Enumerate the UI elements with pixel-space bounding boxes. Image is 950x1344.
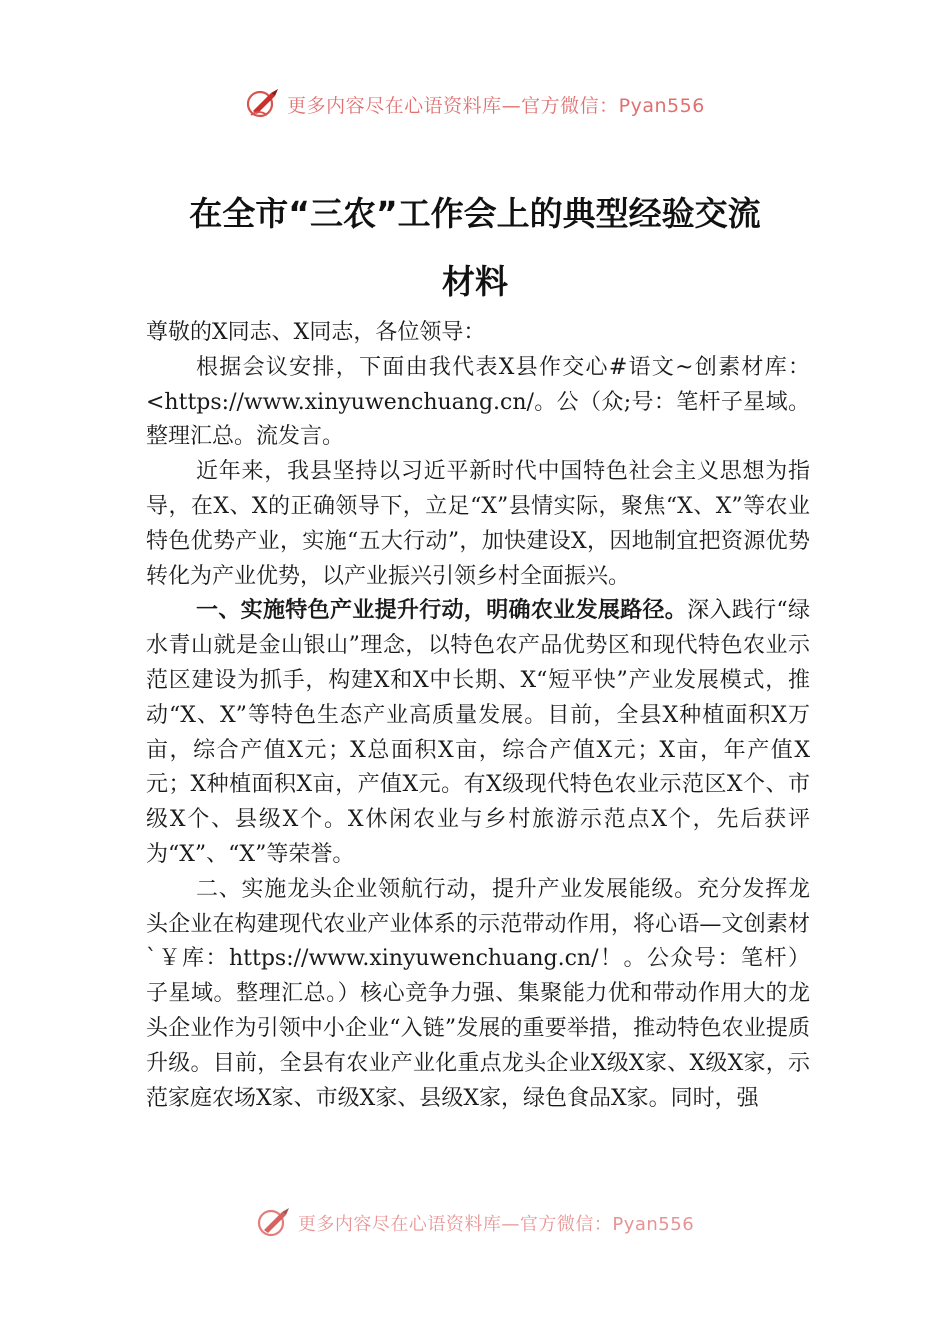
paragraph-1: 根据会议安排，下面由我代表X县作交心#语文~创素材库：<https://www.xinyuwenchuang.cn/。公（众;号：笔杆子星域。整理汇总。流发言。 (146, 354, 810, 450)
document-title-line2: 材料 (442, 262, 508, 301)
section-2-paragraph: 二、实施龙头企业领航行动，提升产业发展能级。充分发挥龙头企业在构建现代农业产业体系的示范带动作用，将心语—文创素材`￥库：https://www.xinyuwenchuang.cn/！。公众号：笔杆）子星域。整理汇总。）核心竞争力强、集聚能力优和带动作用大的龙头企业作为引领中小企业“入链”发展的重要举措，推动特色农业提质升级。目前，全县有农业产业化重点龙头企业X级X家、X级X家，示范家庭农场X家、市级X家、县级X家，绿色食品X家。同时，强 (146, 876, 810, 1111)
fountain-pen-logo-icon (245, 87, 281, 121)
section-1-heading: 一、实施特色产业提升行动，明确农业发展路径。 (196, 598, 688, 624)
section-1-body: 深入践行“绿水青山就是金山银山”理念，以特色农产品优势区和现代特色农业示范区建设为抓手，构建X和X中长期、X“短平快”产业发展模式，推动“X、X”等特色生态产业高质量发展。目前，全县X种植面积X万亩，综合产值X元；X总面积X亩，综合产值X元；X亩，年产值X元；X种植面积X亩，产值X元。有X级现代特色农业示范区X个、市级X个、县级X个。X休闲农业与乡村旅游示范点X个，先后获评为“X”、“X”等荣誉。 (146, 598, 811, 867)
paragraph-2: 近年来，我县坚持以习近平新时代中国特色社会主义思想为指导，在X、X的正确领导下，立足“X”县情实际，聚焦“X、X”等农业特色优势产业，实施“五大行动”，加快建设X，因地制宜把资源优势转化为产业优势，以产业振兴引领乡村全面振兴。 (146, 459, 810, 589)
salutation: 尊敬的X同志、X同志，各位领导： (146, 320, 486, 345)
section-1-paragraph (146, 594, 810, 872)
header-banner-text: 更多内容尽在心语资料库—官方微信：Pyan556 (287, 94, 705, 117)
document-title-line1: 在全市“三农”工作会上的典型经验交流 (189, 194, 761, 233)
fountain-pen-logo-icon (256, 1206, 292, 1240)
document-body (146, 316, 810, 1116)
watermark-header (0, 84, 950, 124)
watermark-footer (0, 1206, 950, 1240)
footer-banner-text: 更多内容尽在心语资料库—官方微信：Pyan556 (297, 1214, 695, 1235)
